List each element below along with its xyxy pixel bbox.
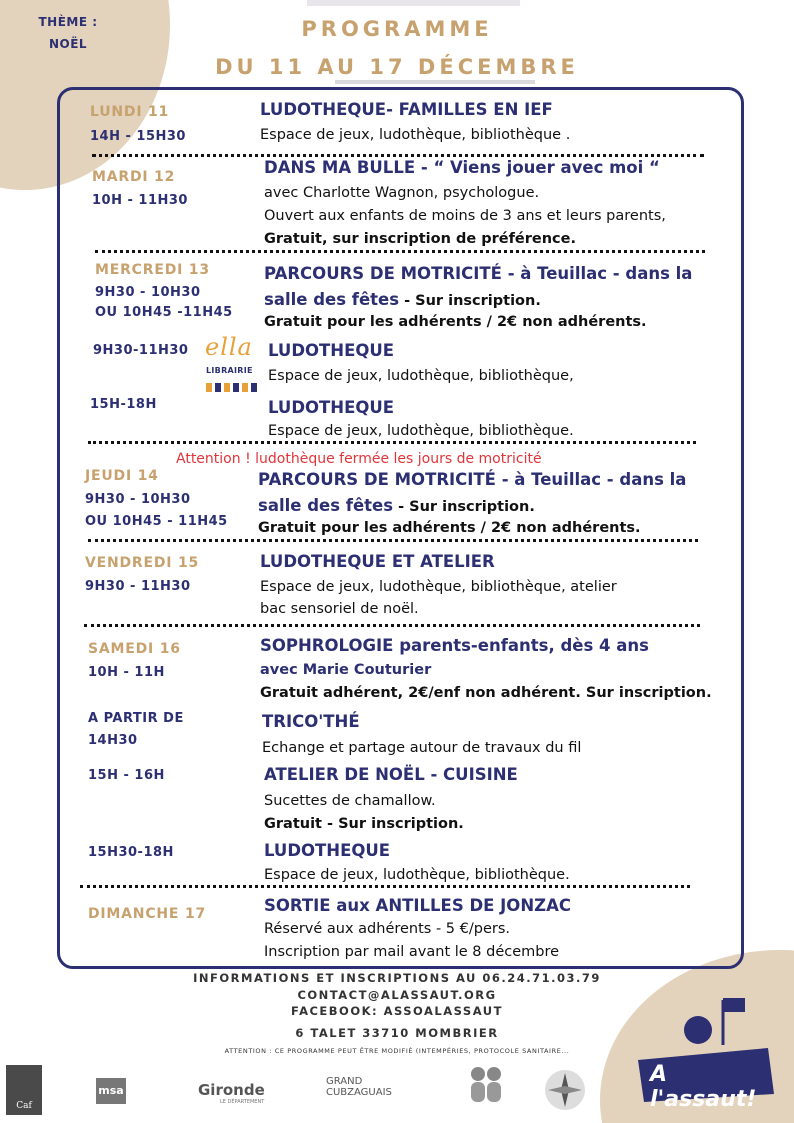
event-registration: - Sur inscription. <box>393 499 535 515</box>
time-wednesday-afternoon: 15H-18H <box>90 397 157 412</box>
librairie-logo-graphic <box>206 377 258 386</box>
event-description: Ouvert aux enfants de moins de 3 ans et leurs parents, <box>264 208 666 224</box>
caf-logo <box>6 1065 42 1115</box>
event-description: bac sensoriel de noël. <box>260 601 419 617</box>
divider <box>84 624 700 627</box>
title-underline <box>335 80 535 84</box>
day-thursday: JEUDI 14 <box>85 468 159 484</box>
footer-phone: INFORMATIONS ET INSCRIPTIONS AU 06.24.71.03.79 <box>193 971 601 985</box>
event-title: LUDOTHEQUE <box>264 841 391 860</box>
msa-logo: msa <box>96 1078 126 1104</box>
alassaut-logo-text: A l'assaut! <box>650 1062 757 1112</box>
divider <box>95 250 705 253</box>
time-wednesday-alt: OU 10H45 -11H45 <box>95 305 233 320</box>
footer-note: ATTENTION : CE PROGRAMME PEUT ÊTRE MODIFIÉ (INTEMPÉRIES, PROTOCOLE SANITAIRE... <box>224 1047 570 1055</box>
ella-logo: ella <box>205 333 253 361</box>
time-wednesday: 9H30 - 10H30 <box>95 285 201 300</box>
event-title: SORTIE aux ANTILLES DE JONZAC <box>264 896 571 915</box>
alassaut-logo <box>628 990 778 1112</box>
event-description: avec Charlotte Wagnon, psychologue. <box>264 185 540 201</box>
divider <box>88 539 698 542</box>
gironde-logo-sub: LE DÉPARTEMENT <box>220 1099 265 1105</box>
librairie-label: LIBRAIRIE <box>206 366 253 375</box>
event-price: Gratuit pour les adhérents / 2€ non adhérents. <box>258 520 641 536</box>
event-description: Inscription par mail avant le 8 décembre <box>264 944 560 960</box>
time-saturday-workshop: 15H - 16H <box>88 768 165 783</box>
gironde-logo-text: Gironde <box>198 1081 265 1099</box>
reaap-logo <box>460 1062 510 1112</box>
event-description: Echange et partage autour de travaux du fil <box>262 740 582 756</box>
title-top-bar <box>307 0 520 6</box>
event-title-line2 <box>258 496 535 515</box>
gironde-logo <box>198 1080 265 1105</box>
event-price: Gratuit adhérent, 2€/enf non adhérent. Sur inscription. <box>260 685 712 701</box>
event-title: PARCOURS DE MOTRICITÉ - à Teuillac - dans la <box>258 470 687 489</box>
day-sunday: DIMANCHE 17 <box>88 906 207 922</box>
time-saturday-afternoon-hour: 14H30 <box>88 733 138 748</box>
compass-logo <box>540 1065 590 1115</box>
time-wednesday-ludo: 9H30-11H30 <box>93 343 189 358</box>
day-tuesday: MARDI 12 <box>92 169 176 185</box>
time-thursday: 9H30 - 10H30 <box>85 492 191 507</box>
grand-cubzaguais-logo: GRAND CUBZAGUAIS <box>326 1076 392 1098</box>
event-title: LUDOTHEQUE <box>268 398 395 417</box>
event-host: avec Marie Couturier <box>260 662 432 678</box>
event-price: Gratuit - Sur inscription. <box>264 816 464 832</box>
event-title-line2 <box>264 290 541 309</box>
time-tuesday: 10H - 11H30 <box>92 193 188 208</box>
event-location: salle des fêtes <box>258 496 394 515</box>
event-price: Gratuit pour les adhérents / 2€ non adhérents. <box>264 314 647 330</box>
event-title: DANS MA BULLE - “ Viens jouer avec moi “ <box>264 158 660 177</box>
page-subtitle: DU 11 AU 17 DÉCEMBRE <box>215 55 579 79</box>
event-title: PARCOURS DE MOTRICITÉ - à Teuillac - dans la <box>264 264 693 283</box>
time-saturday-afternoon: A PARTIR DE <box>88 711 184 726</box>
divider <box>92 154 704 157</box>
footer-address: 6 TALET 33710 MOMBRIER <box>295 1026 499 1040</box>
footer-email: CONTACT@ALASSAUT.ORG <box>297 988 497 1002</box>
divider <box>80 885 690 888</box>
event-description: Espace de jeux, ludothèque, bibliothèque. <box>268 423 574 439</box>
time-friday: 9H30 - 11H30 <box>85 579 191 594</box>
event-title: LUDOTHEQUE- FAMILLES EN IEF <box>260 100 553 119</box>
event-description: Sucettes de chamallow. <box>264 793 436 809</box>
event-location: salle des fêtes <box>264 290 400 309</box>
alert-notice: Attention ! ludothèque fermée les jours de motricité <box>176 451 542 467</box>
time-monday: 14H - 15H30 <box>90 129 186 144</box>
footer-facebook: FACEBOOK: ASSOALASSAUT <box>291 1004 503 1018</box>
event-description: Espace de jeux, ludothèque, bibliothèque, atelier <box>260 579 617 595</box>
day-friday: VENDREDI 15 <box>85 555 200 571</box>
event-title: TRICO'THÉ <box>262 712 360 731</box>
event-registration: - Sur inscription. <box>399 293 541 309</box>
event-description: Réservé aux adhérents - 5 €/pers. <box>264 921 510 937</box>
event-price: Gratuit, sur inscription de préférence. <box>264 231 576 247</box>
theme-value: NOËL <box>48 37 88 51</box>
event-title: ATELIER DE NOËL - CUISINE <box>264 765 518 784</box>
event-title: LUDOTHEQUE <box>268 341 395 360</box>
day-wednesday: MERCREDI 13 <box>95 262 210 278</box>
day-monday: LUNDI 11 <box>90 104 170 120</box>
divider <box>88 441 696 444</box>
event-description: Espace de jeux, ludothèque, bibliothèque. <box>264 867 570 883</box>
day-saturday: SAMEDI 16 <box>88 641 181 657</box>
event-title: LUDOTHEQUE ET ATELIER <box>260 552 495 571</box>
event-description: Espace de jeux, ludothèque, bibliothèque, <box>268 368 574 384</box>
event-description: Espace de jeux, ludothèque, bibliothèque . <box>260 127 571 143</box>
time-saturday-ludo: 15H30-18H <box>88 845 174 860</box>
caf-logo-text: Caf <box>16 1101 32 1111</box>
theme-label-text: THÈME : <box>38 15 98 29</box>
time-saturday: 10H - 11H <box>88 665 165 680</box>
time-thursday-alt: OU 10H45 - 11H45 <box>85 514 228 529</box>
event-title: SOPHROLOGIE parents-enfants, dès 4 ans <box>260 636 649 655</box>
page-title: PROGRAMME <box>301 17 493 41</box>
